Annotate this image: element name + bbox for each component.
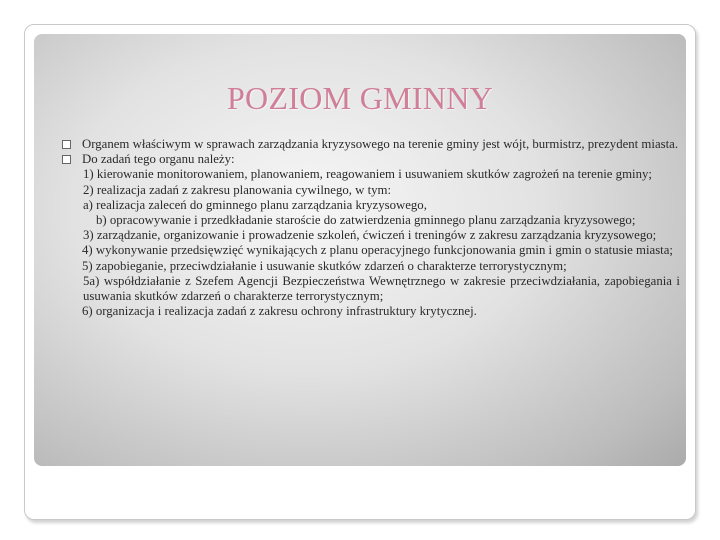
- list-item-5a: 5a) współdziałanie z Szefem Agencji Bezpieczeństwa Wewnętrznego w zakresie przeciwdziałania, zapobiegania i usuwania skutków zdarzeń o charakterze terrorystycznym;: [83, 273, 680, 304]
- list-item-6: 6) organizacja i realizacja zadań z zakresu ochrony infrastruktury krytycznej.: [82, 304, 477, 319]
- list-item-2: 2) realizacja zadań z zakresu planowania cywilnego, w tym:: [83, 182, 392, 197]
- slide-body: [82, 137, 680, 319]
- list-item-5: 5) zapobieganie, przeciwdziałanie i usuwanie skutków zdarzeń o charakterze terrorystycznym;: [82, 258, 567, 273]
- list-item-4: 4) wykonywanie przedsięwzięć wynikających z planu operacyjnego funkcjonowania gmin i gmin o statusie miasta;: [82, 243, 673, 258]
- list-item-2a: a) realizacja zaleceń do gminnego planu zarządzania kryzysowego,: [83, 197, 427, 212]
- paragraph-text: Do zadań tego organu należy:: [82, 152, 235, 167]
- list-item-3: 3) zarządzanie, organizowanie i prowadzenie szkoleń, ćwiczeń i treningów z zakresu zarządzania kryzysowego;: [83, 228, 657, 243]
- list-item-2b: b) opracowywanie i przedkładanie staroście do zatwierdzenia gminnego planu zarządzania kryzysowego;: [96, 213, 636, 228]
- list-item-1: 1) kierowanie monitorowaniem, planowaniem, reagowaniem i usuwaniem skutków zagrożeń na terenie gminy;: [83, 167, 652, 182]
- bullet-paragraph-1: [82, 137, 680, 152]
- square-bullet-icon: [62, 155, 71, 164]
- paragraph-text: Organem właściwym w sprawach zarządzania kryzysowego na terenie gminy jest wójt, burmistrz, prezydent miasta.: [82, 137, 679, 151]
- slide-title: POZIOM GMINNY: [226, 80, 494, 116]
- bullet-paragraph-2: [82, 152, 680, 167]
- square-bullet-icon: [62, 140, 71, 149]
